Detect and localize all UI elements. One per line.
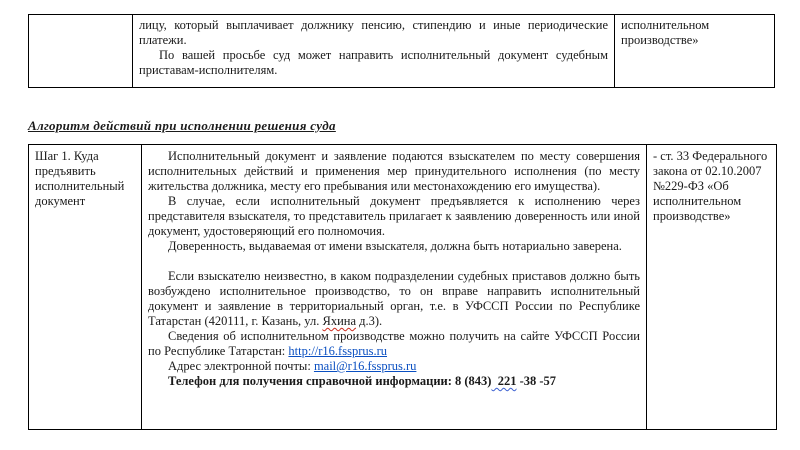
paragraph-phone-info xyxy=(148,374,640,389)
text-segment: Сведения об исполнительном производстве можно получить на сайте УФССП России по Республике Татарстан: xyxy=(148,329,640,358)
paragraph-territorial-organ xyxy=(148,269,640,329)
section-heading: Алгоритм действий при исполнении решения суда xyxy=(28,118,336,133)
paragraph-filing-place: Исполнительный документ и заявление подаются взыскателем по месту совершения исполнительных действий и применения мер принудительного исполнения (по месту жительства должника, месту его пребывания или местонахождению его имущества). xyxy=(148,149,640,193)
text-segment: Адрес электронной почты: xyxy=(168,359,314,373)
text-segment: Телефон для получения справочной информации: 8 (843) xyxy=(168,374,492,388)
table-step-1 xyxy=(28,144,777,430)
paragraph-continuation: лицу, который выплачивает должнику пенсию, стипендию и иные периодические платежи. xyxy=(139,18,608,47)
step-title-cell xyxy=(29,145,142,429)
table1-reference-cell xyxy=(615,15,774,87)
paragraph-representative: В случае, если исполнительный документ предъявляется к исполнению через представителя взыскателя, то представитель прилагает к заявлению доверенность или иной документ, удостоверяющий его полномочия. xyxy=(148,194,640,238)
email-link[interactable]: mail@r16.fssprus.ru xyxy=(313,359,417,373)
website-link[interactable]: http://r16.fssprus.ru xyxy=(288,344,388,358)
text-segment: д.3). xyxy=(356,314,383,328)
step-body-cell xyxy=(142,145,647,429)
table1-empty-cell xyxy=(29,15,133,87)
table1-body-cell xyxy=(133,15,615,87)
grammar-flagged-number: 221 xyxy=(491,374,517,388)
paragraph-email-info xyxy=(148,359,640,374)
law-reference-continuation: исполнительном производстве» xyxy=(621,18,710,47)
blank-line xyxy=(148,254,640,269)
misspelled-word: Яхина xyxy=(322,314,356,328)
step-title: Шаг 1. Куда предъявить исполнительный документ xyxy=(35,149,125,208)
paragraph: По вашей просьбе суд может направить исполнительный документ судебным приставам-исполнителям. xyxy=(139,48,608,77)
paragraph-website-info xyxy=(148,329,640,359)
step-reference-cell xyxy=(647,145,776,429)
text-segment: -38 -57 xyxy=(516,374,557,388)
paragraph-power-of-attorney: Доверенность, выдаваемая от имени взыскателя, должна быть нотариально заверена. xyxy=(168,239,622,253)
text-segment: Если взыскателю неизвестно, в каком подразделении судебных приставов должно быть возбуждено исполнительное производство, то он вправе направить исполнительный документ и заявление в территориальный орган, т.е. в УФССП России по Республике Татарстан (420111, г. Казань, ул. xyxy=(148,269,640,328)
table-previous-fragment xyxy=(28,14,775,88)
law-reference: - ст. 33 Федерального закона от 02.10.2007 №229-ФЗ «Об исполнительном производстве» xyxy=(653,149,768,223)
